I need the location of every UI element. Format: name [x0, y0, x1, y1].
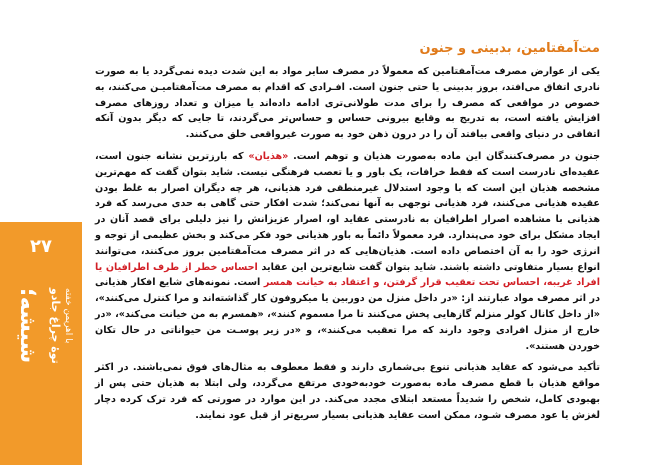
paragraph	[95, 64, 600, 143]
paragraphs	[95, 64, 600, 424]
paragraph-text: یکی از عوارض مصرف مت‌آمفتامین که معمولاً در مصرف سایر مواد به این شدت دیده نمی‌گردد یا به صورت نادری اتفاق می‌افتد، بروز بدبینی یا حتی جنون است. افـرادی که اقدام به مصرف مت‌آمفتامیـن می‌کنند، به خصوص در مواقعی که مصرف را برای مدت طولانی‌تری ادامه داده‌اند یا میزان و تعداد روزهای مصرف افزایش یافته است، به تدریج به وقایع بیرونی حساس و حساس‌تر می‌گردند، تا جایی که دیگر بدون آنکه اتفاقی در دنیای واقعی بیافتد آن را در درون ذهن خود به صورت غیرواقعی خلق می‌کنند.	[95, 66, 600, 141]
main-content	[95, 40, 600, 430]
brand-title: شیشه؛	[15, 288, 40, 364]
paragraph-text: است. نمونه‌های شایع افکار هذیانی در اثر مصرف مواد عبارتند از: «در داخل منزل من دوربین یا میکروفون کار گذاشته‌اند و مرا کنترل می‌کنند»، «از داخل کانال کولر منزلم گازهایی پخش می‌کنند تا مرا مسموم کنند»، «همسرم به من خیانت می‌کند»، «در خارج از منزل افرادی وجود دارند که مرا تعقیب می‌کنند»، و «در زیر پوسـت من حیواناتی در حال تکان خوردن هستند».	[95, 277, 600, 352]
paragraph-text: جنون در مصرف‌کنندگان این ماده به‌صورت هذیان و توهم است.	[288, 150, 600, 162]
paragraph	[95, 149, 600, 354]
paragraph-text: تأکید می‌شود که عقاید هذیانی تنوع بی‌شماری دارند و فقط معطوف به مثال‌های فوق نمی‌باشند. در اکثر مواقع هذیان با قطع مصرف ماده به‌صورت خودبه‌خودی مرتفع می‌گردد، ولی ابتلا به هذیان حتی پس از بهبودی کامل، شخص را شدیداً مستعد ابتلای مجدد می‌کند. در این موارد در صورتی که فرد ترک کرده دچار لغزش یا عود مصرف شـود، ممکن است عقاید هذیانی بسیار سریع‌تر از قبل عود نمایند.	[95, 362, 600, 421]
brand-subtitle-2: با اهریمن خفته	[63, 288, 73, 344]
highlighted-text: احساس خطر از طرف اطرافیان یا افراد غریبه، احساس تحت تعقیب قرار گرفتن، و اعتقاد به خیانت همسر	[95, 261, 600, 289]
side-tab	[0, 222, 82, 465]
paragraph	[95, 360, 600, 423]
highlighted-text: «هذیان»	[248, 150, 289, 162]
brand-block	[5, 282, 77, 452]
paragraph-text: که بارزترین نشانه جنون است، عقیده‌ای نادرست است که فقط خرافات، یک باور و یا تعصب فرهنگی نیست. شاید بتوان گفت که مهم‌ترین مشخصه هذیان این است که با وجود استدلال غیرمنطقی فرد هذیانی، هر چه دیگران اصرار به غلط بودن عقیده هذیانی می‌کنند، فرد هذیانی توجهی به آنها نمی‌کند؛ شدت افکار حتی گاهی به حدی می‌رسد که فرد هذیانی با مشاهده اصرار اطرافیان به نادرستی عقاید او، اصرار عزیزانش را نیز دلیلی برای قصد آنان در ایجاد مشکل برای خود می‌پندارد. فرد معمولاً دائماً به باور هذیانی خود فکر می‌کند و بخش عظیمی از توجه و انرژی خود را به آن اختصاص داده است. هذیان‌هایی که در اثر مصرف مت‌آمفتامین بروز می‌کنند، می‌توانند انواع بسیار متفاوتی داشته باشند. شاید بتوان گفت شایع‌ترین این عقاید	[95, 150, 601, 273]
section-title: مت‌آمفتامین، بدبینی و جنون	[419, 41, 600, 56]
brand-subtitle-1: توهٔ چراغ جادو	[49, 288, 62, 364]
page-number: ۲۷	[30, 236, 52, 257]
